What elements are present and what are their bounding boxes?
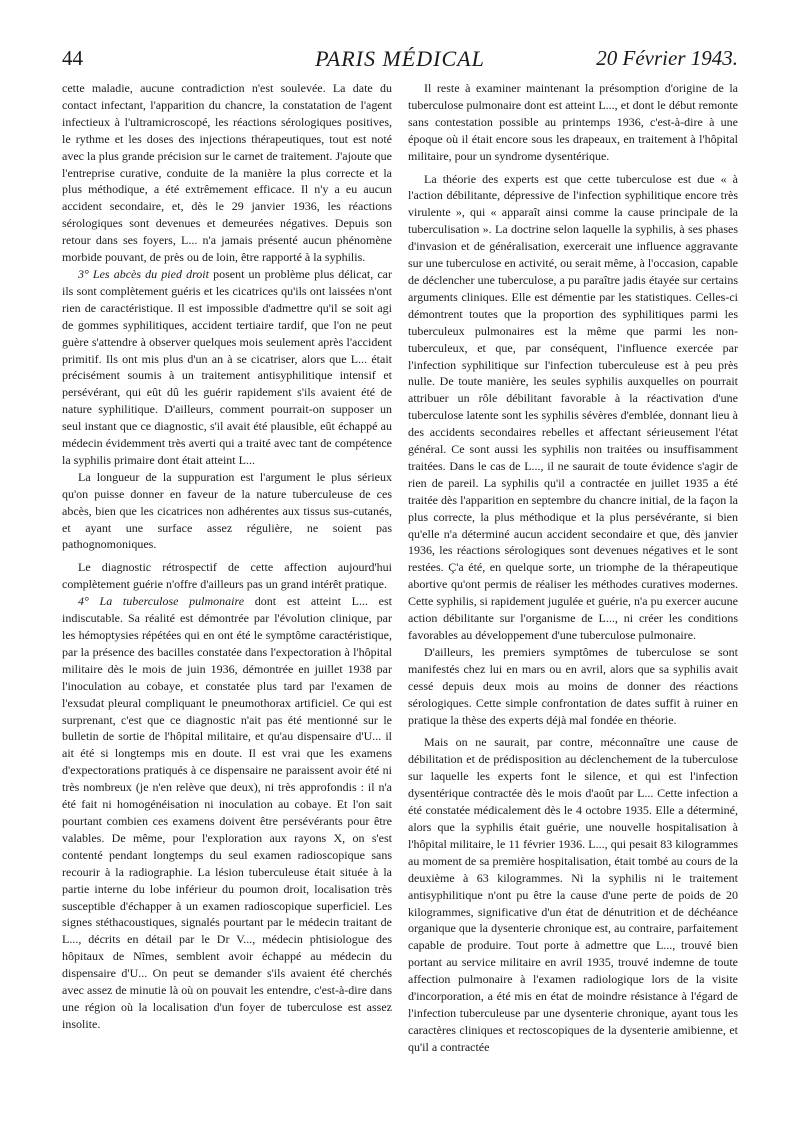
- journal-title: PARIS MÉDICAL: [315, 46, 485, 71]
- paragraph: D'ailleurs, les premiers symptômes de tuberculose se sont manifestés chez lui en mars ou en avril, alors que sa syphilis avait cessé depuis deux mois au moins de donner des réactions sérologiques. Cette simple confrontation de dates suffit à ruiner en pratique la thèse des experts déjà mal fondée en théorie.: [408, 644, 738, 727]
- paragraph: cette maladie, aucune contradiction n'est soulevée. La date du contact infectant, l'apparition du chancre, la constatation de l'agent infectieux à l'ultramicroscopé, les réactions sérologiques positives, le rythme et les doses des injections thérapeutiques, tout est noté avec la plus grande précision sur le carnet de traitement. J'ajoute que l'entreprise curative, conduite de la manière la plus correcte et la plus méthodique, a été extrêmement efficace. Il n'y a eu aucun accident secondaire, et, dès le 29 janvier 1936, les réactions sérologiques sont devenues et demeurées négatives. Depuis son retour dans ses foyers, L... n'a jamais présenté aucun phénomène morbide pouvant, de près ou de loin, être rapporté à la syphilis.: [62, 81, 392, 265]
- page-number: 44: [62, 46, 83, 70]
- right-column: [408, 80, 738, 1056]
- paragraph: [62, 593, 392, 1033]
- left-column: [62, 80, 392, 1033]
- paragraph-text: dont est atteint L... est indiscutable. Sa réalité est démontrée par l'évolution clinique, par les hémoptysies répétées qui en ont été le symptôme caractéristique, par la présence des bacilles constatée dans l'expectoration à l'hôpital militaire dès le mois de juin 1936, démontrée en juillet 1938 par l'inoculation au cobaye, et constatée plus tard par l'examen de l'exsudat pleural compliquant le pneumothorax artificiel. Ce qui est surprenant, c'est que ce diagnostic n'ait pas été mentionné sur le bulletin de sortie de l'hôpital militaire, et qu'au dispensaire d'U... il ait été si longtemps mis en doute. Il est vrai que les examens d'expectorations pratiqués à ce dispensaire ne paraissent avoir été ni très nombreux (je n'en relève que deux), ni très approfondis : il n'a été fait ni homogénéisation ni inoculation au cobaye. Et l'on sait pourtant combien ces examens doivent être persévérants pour être valables. De même, pour l'exploration aux rayons X, on s'est contenté pendant longtemps du seul examen radioscopique sans recourir à la radiographie. La lésion tuberculeuse était située à la partie interne du lobe inférieur du poumon droit, localisation très susceptible d'échapper à un examen radioscopique superficiel. Les signes stéthacoustiques, signalés pourtant par le médecin traitant de L..., décrits en détail par le Dr V..., médecin phtisiologue des hôpitaux de Nîmes, semblent avoir échappé au médecin du dispensaire d'U... On peut se demander s'ils avaient été cherchés avec assez de minutie là où on pouvait les entendre, c'est-à-dire dans une région où la localisation d'un foyer de tuberculose est assez insolite.: [62, 594, 393, 1031]
- paragraph: La théorie des experts est que cette tuberculose est due « à l'action débilitante, dépressive de l'infection syphilitique encore très virulente », qui « apparaît ainsi comme la cause principale de la tuberculisation ». La doctrine selon laquelle la syphilis, à ses phases d'invasion et de généralisation, exercerait une influence aggravante sur une tuberculose en activité, ou serait même, à l'occasion, capable de déclencher une tuberculose, a pu paraître jadis étayée sur certains arguments cliniques. Elle est démentie par les statistiques. Celles-ci démontrent toutes que la proportion des syphilitiques parmi les tuberculeux pulmonaires est la même que parmi les non-tuberculeux, et que, par conséquent, l'influence exercée par l'infection syphilitique sur l'infection tuberculeuse est à peu près nulle. De toute manière, les seules syphilis auxquelles on pourrait attribuer un rôle débilitant favorable à la réactivation d'une tuberculose latente sont les syphilis sévères d'emblée, donnant lieu à des accidents secondaires rebelles et affectant sérieusement l'état général. Ce sont aussi les syphilis non traitées ou insuffisamment traitées. Dans le cas de L..., il ne saurait de toute évidence s'agir de rien de pareil. La syphilis qu'il a contractée en juillet 1935 a été traitée dès l'apparition en septembre du chancre initial, de la façon la plus correcte, la plus méthodique et la plus persévérante, si bien qu'elle n'a déterminé aucun accident secondaire et que, dès janvier 1936, les réactions sérologiques sont devenues négatives et le sont restées. Ç'a été, en quelque sorte, un triomphe de la thérapeutique abortive qu'ont permis de réaliser les méthodes curatives modernes. Cette syphilis, si rapidement jugulée et guérie, n'a pu exercer aucune action débilitante sur l'organisme de L..., ni créer les conditions favorables au développement d'une tuberculose pulmonaire.: [408, 171, 738, 642]
- paragraph: [62, 266, 392, 469]
- running-header: [62, 46, 738, 80]
- paragraph: Il reste à examiner maintenant la présomption d'origine de la tuberculose pulmonaire dont est atteint L..., et dont le début remonte sans contestation possible au printemps 1936, c'est-à-dire à une époque où il était encore sous les drapeaux, en traitement à l'hôpital militaire, pour un syndrome dysentérique.: [408, 81, 738, 163]
- section-lead: 3° Les abcès du pied droit: [78, 266, 209, 281]
- paragraph: Mais on ne saurait, par contre, méconnaître une cause de débilitation et de prédisposition au déclenchement de la tuberculose sur laquelle les experts font le silence, et qui est l'infection dysentérique contractée dès le mois d'août par L... Cette infection a été constatée médicalement dès le 4 octobre 1935. Elle a déterminé, alors que la syphilis était guérie, une nouvelle hospitalisation à l'hôpital militaire, le 11 février 1936. L..., qui pesait 83 kilogrammes au moment de sa première hospitalisation, était tombé au cours de la deuxième à 63 kilogrammes. Ni la syphilis ni le traitement antisyphilitique n'ont pu être la cause d'une perte de poids de 20 kilogrammes, significative d'un état de dénutrition et de déchéance organique que la dysenterie chronique est, au contraire, parfaitement capable de produire. Tout porte à admettre que L..., trouvé bien portant au service militaire en avril 1935, trouvé indemne de toute affection pulmonaire à l'examen radiologique lors de la visite d'incorporation, a été mis en état de moindre résistance à l'égard de l'infection tuberculeuse par une dysenterie chronique, ayant tous les caractères cliniques et rectoscopiques de la dysenterie amibienne, et qu'il a contractée: [408, 735, 738, 1054]
- issue-date: 20 Février 1943.: [596, 46, 738, 70]
- paragraph-text: posent un problème plus délicat, car ils sont complètement guéris et les cicatrices qu'ils ont laissées n'ont rien de caractéristique. Il est impossible d'admettre qu'il se soit agi de gommes syphilitiques, accident tertiaire tardif, que l'on ne peut guère s'attendre à observer quelques mois seulement après l'accident primitif. Ils ont mis plus d'un an à se cicatriser, alors que L... était précisément soumis à un traitement antisyphilitique intensif et persévérant, qui eût dû les guérir rapidement s'ils avaient été de nature syphilitique. D'ailleurs, comment pourrait-on supposer un seul instant que ce diagnostic, s'il avait été plausible, eût échappé au médecin évidemment très averti qui a traité avec tant de compétence la syphilis primaire dont était atteint L...: [62, 266, 392, 467]
- paragraph: La longueur de la suppuration est l'argument le plus sérieux qu'on puisse donner en faveur de la nature tuberculeuse de ces abcès, bien que les cicatrices non adhérentes aux tissus sus-cutanés, et ayant une surface assez régulière, ne soient pas pathognomoniques.: [62, 469, 392, 552]
- section-lead: 4° La tuberculose pulmonaire: [78, 594, 245, 609]
- paragraph: Le diagnostic rétrospectif de cette affection aujourd'hui complètement guérie n'offre d'ailleurs pas un grand intérêt pratique.: [62, 560, 392, 592]
